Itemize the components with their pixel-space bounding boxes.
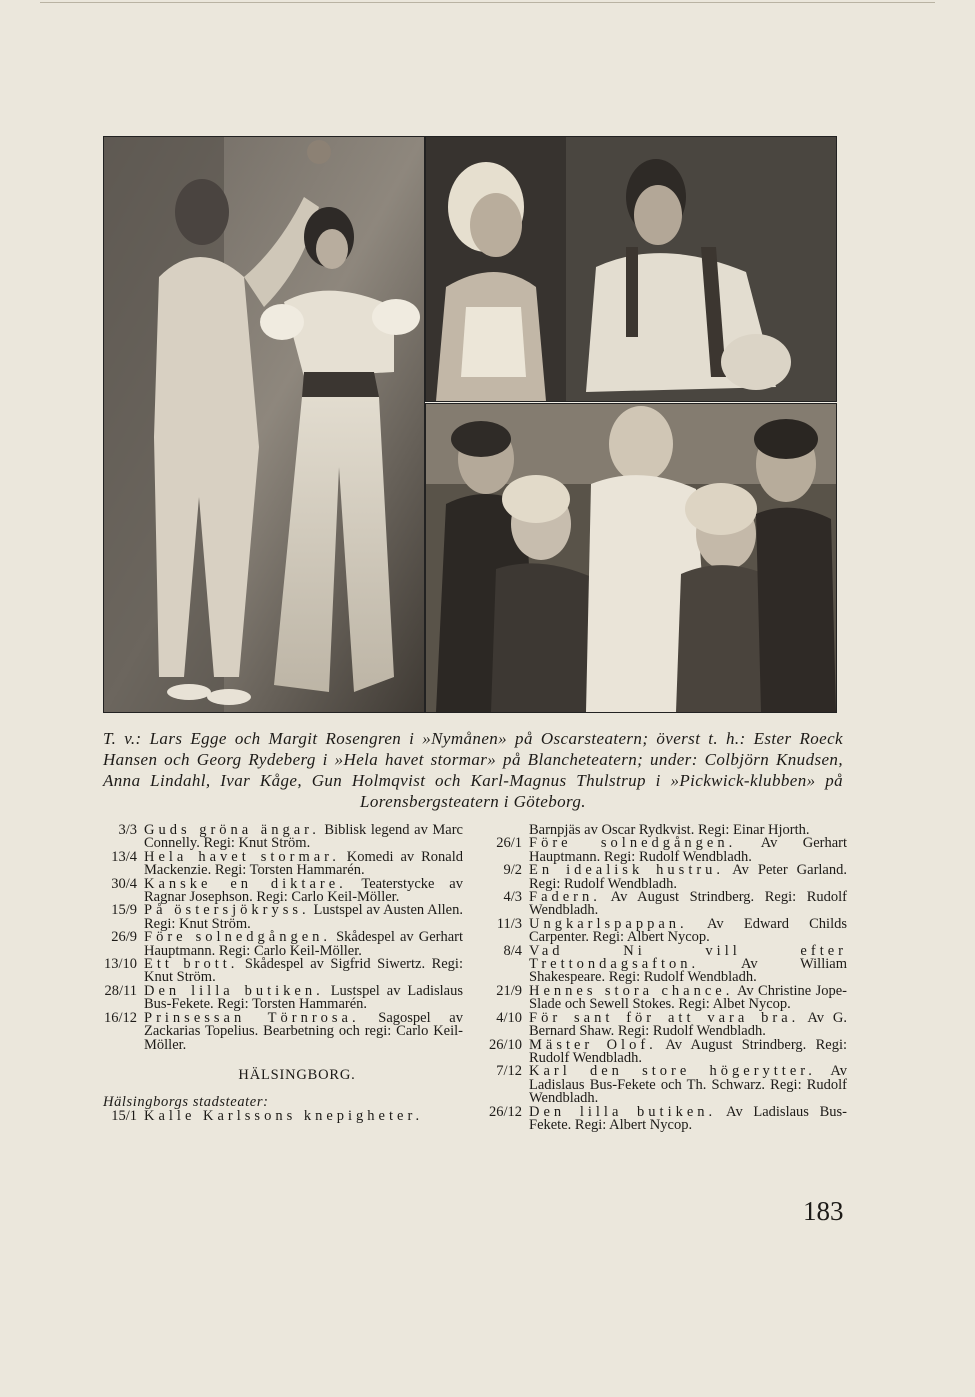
entry-body [529,1036,848,1066]
schedule-entry [95,875,463,906]
entry-text: Av Peter Garland. Regi: Rudolf Wendbladh. [529,862,847,892]
entry-body [144,824,463,851]
entry-date: 3/3 [118,822,137,838]
entry-date: 8/4 [503,942,522,959]
entry-date: 16/12 [103,1009,137,1026]
entry-text: Sagospel av Zackarias Topelius. Bearbetning och regi: Carlo Keil-Möller. [144,1009,463,1053]
entry-title: Kalle Karlssons knepigheter. [144,1107,424,1124]
schedule-entry [482,891,847,918]
entry-title: Ett brott. [144,956,239,973]
entry-body [144,875,463,906]
schedule-entry [482,982,847,1013]
entry-text: Av G. Bernard Shaw. Regi: Rudolf Wendbladh. [529,1009,847,1040]
left-column [95,824,463,1123]
entry-text: Komedi av Ronald Mackenzie. Regi: Torsten Hammarén. [144,848,464,879]
entry-text: Av Edward Childs Carpenter. Regi: Albert Nycop. [529,915,847,946]
entry-text: Biblisk legend av Marc Connelly. Regi: Knut Ström. [144,822,463,852]
entry-date: 30/4 [111,875,137,892]
photo-collage [103,136,835,711]
photo-caption: T. v.: Lars Egge och Margit Rosengren i »Nymånen» på Oscarsteatern; överst t. h.: Ester Roeck Hansen och Georg Rydeberg i »Hela havet stormar» på Blancheteatern; under: Colbjörn Knudsen, Anna Lindahl, Ivar Kåge, Gun Holmqvist och Karl-Magnus Thulstrup i »Pickwick-klubben» på Lorensbergsteatern i Göteborg. [103,729,843,811]
entry-body [529,1009,847,1040]
entry-body [529,891,847,918]
entry-body [529,864,847,891]
schedule-entry [95,1107,463,1124]
entry-title: Den lilla butiken. [529,1103,717,1120]
entry-title: För sant för att vara bra. [529,1009,800,1026]
entry-date: 26/1 [496,835,522,852]
photo-nymanen [103,136,425,713]
entry-body [529,982,847,1013]
schedule-entry [482,837,847,864]
entry-text: Lustspel av Austen Allen. Regi: Knut Ström. [144,902,463,932]
entry-date: 4/10 [496,1009,522,1026]
schedule-entry [95,904,463,931]
entry-body [529,1065,847,1105]
entry-date: 28/11 [104,982,137,999]
entry-body [144,904,463,931]
entry-text: Av August Strindberg. Regi: Rudolf Wendbladh. [529,1036,848,1066]
theater-name: Hälsingborgs stadsteater: [103,1094,269,1111]
entry-text: Skådespel av Gerhart Hauptmann. Regi: Carlo Keil-Möller. [144,929,463,959]
entry-title: Mäster Olof. [529,1036,657,1053]
entry-date: 9/2 [503,862,522,879]
entry-title: Hela havet stormar. [144,848,340,865]
schedule-entry [95,848,464,879]
right-entry-list [482,837,847,1132]
schedule-entry [95,958,463,985]
schedule-entry [95,1009,463,1053]
entry-title: En idealisk hustru. [529,862,725,879]
entry-body [144,1107,463,1124]
schedule-entry [482,942,847,986]
entry-body [529,1103,847,1133]
entry-text: Av August Strindberg. Regi: Rudolf Wendbladh. [529,889,847,919]
entry-title: Före solnedgången. [529,835,737,852]
entry-body [144,931,463,958]
schedule-entry [482,1036,848,1066]
section-heading: HÄLSINGBORG. [238,1066,356,1083]
entry-date: 15/1 [111,1107,137,1124]
entry-date: 15/9 [111,902,137,919]
entry-text: Av Ladislaus Bus-Fekete. Regi: Albert Nycop. [529,1103,847,1133]
entry-body [144,848,464,879]
entry-title: Den lilla butiken. [144,982,324,999]
entry-text: Av Ladislaus Bus-Fekete och Th. Schwarz. Regi: Rudolf Wendbladh. [529,1063,847,1107]
entry-date: 4/3 [503,889,522,906]
entry-body [529,942,847,986]
entry-text: Lustspel av Ladislaus Bus-Fekete. Regi: Torsten Hammarén. [144,982,463,1013]
entry-date: 26/9 [111,929,137,946]
schedule-entry [482,915,847,946]
entry-date: 13/10 [103,956,137,973]
entry-date: 26/10 [488,1036,522,1053]
entry-title: Prinsessan Törnrosa. [144,1009,360,1026]
schedule-entry [482,864,847,891]
page-number: 183 [803,1196,844,1226]
left-entry-list [95,824,463,1052]
entry-title: Hennes stora chance. [529,982,734,999]
photo-hela-havet-stormar [425,136,837,402]
entry-text: Skådespel av Sigfrid Siwertz. Regi: Knut Ström. [144,956,463,986]
entry-title: Karl den store högerytter. [529,1063,816,1080]
schedule-entry [482,1009,847,1040]
schedule-entry [95,931,463,958]
entry-title: Kanske en diktare. [144,875,347,892]
entry-title: Vad Ni vill efter Trettondagsafton. [529,942,847,973]
entry-body [144,982,463,1013]
entry-body [144,1009,463,1053]
entry-date: 21/9 [496,982,522,999]
entry-text: Av Gerhart Hauptmann. Regi: Rudolf Wendbladh. [529,835,847,865]
entry-text: Av Christine Jope-Slade och Sewell Stokes. Regi: Albet Nycop. [529,982,847,1013]
entry-title: Fadern. [529,889,601,906]
entry-date: 26/12 [488,1103,522,1120]
schedule-entry [95,824,463,851]
photo-pickwick-klubben [425,403,837,713]
entry-body [529,837,847,864]
entry-text: Teaterstycke av Ragnar Josephson. Regi: Carlo Keil-Möller. [144,875,463,906]
entry-title: På östersjökryss. [144,902,310,919]
entry-date: 11/3 [496,915,522,932]
schedule-entry [95,982,463,1013]
entry-title: Ungkarlspappan. [529,915,688,932]
entry-date: 7/12 [496,1063,522,1080]
page-top-rule [40,2,935,3]
schedule-entry [482,1065,847,1105]
entry-date: 13/4 [111,848,137,865]
entry-body [529,915,847,946]
entry-title: Guds gröna ängar. [144,822,320,838]
schedule-entry [482,1103,847,1133]
right-column [482,824,847,1132]
entry-body: Barnpjäs av Oscar Rydkvist. Regi: Einar Hjorth. [529,822,810,838]
entry-text: Av William Shakespeare. Regi: Rudolf Wendbladh. [529,956,847,986]
entry-title: Före solnedgången. [144,929,332,946]
entry-body [144,958,463,985]
